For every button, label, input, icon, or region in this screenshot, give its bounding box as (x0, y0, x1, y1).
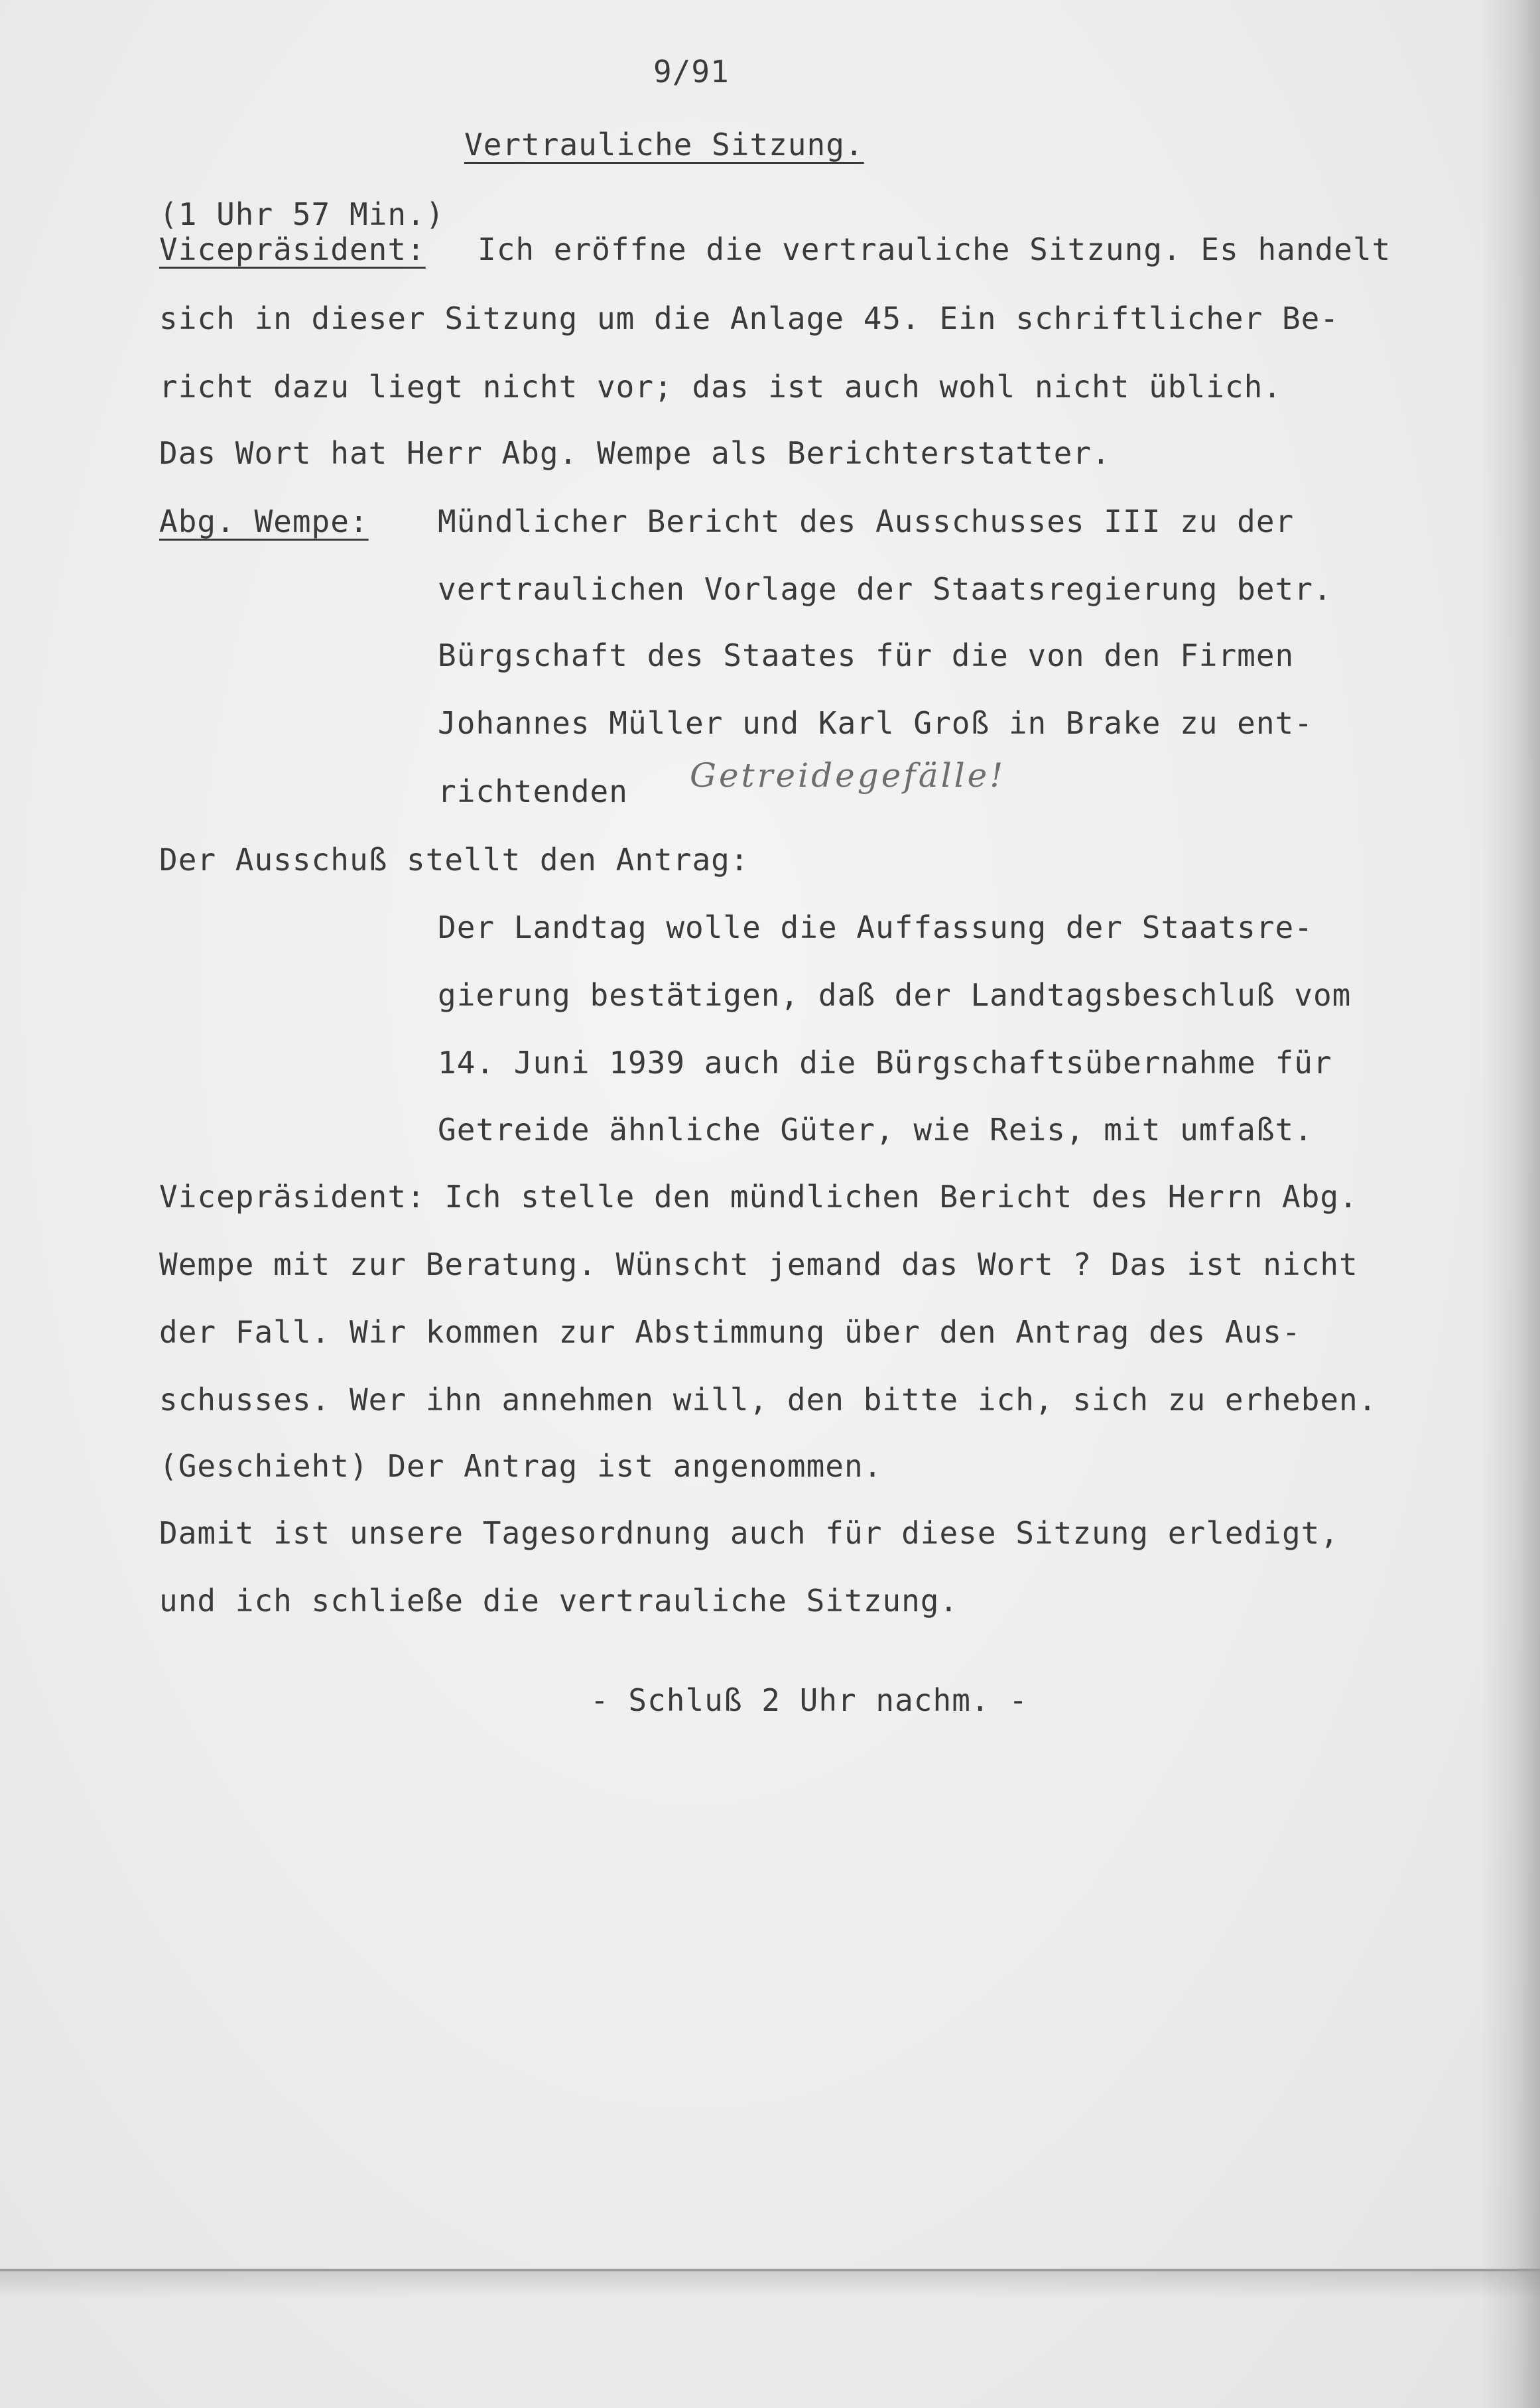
page-number: 9/91 (653, 54, 730, 90)
motion-line: Der Landtag wolle die Auffassung der Staatsre- (438, 909, 1313, 945)
handwritten-insertion: Getreidegefälle! (690, 756, 1006, 795)
report-line: Bürgschaft des Staates für die von den Firmen (438, 637, 1295, 673)
paragraph-line: (Geschieht) Der Antrag ist angenommen. (159, 1448, 883, 1484)
paragraph-line: Ich eröffne die vertrauliche Sitzung. Es handelt (478, 232, 1391, 267)
report-line: richtenden (438, 773, 628, 809)
motion-intro: Der Ausschuß stellt den Antrag: (159, 842, 749, 878)
speaker-vicepresident: Vicepräsident: (159, 232, 426, 267)
report-line: Mündlicher Bericht des Ausschusses III zu der (438, 503, 1295, 539)
paragraph-line: Vicepräsident: Ich stelle den mündlichen Bericht des Herrn Abg. (159, 1179, 1358, 1215)
session-heading: Vertrauliche Sitzung. (464, 127, 864, 163)
report-line: Johannes Müller und Karl Groß in Brake zu ent- (438, 705, 1313, 741)
motion-line: gierung bestätigen, daß der Landtagsbeschluß vom (438, 977, 1352, 1013)
paragraph-line: sich in dieser Sitzung um die Anlage 45. Ein schriftlicher Be- (159, 301, 1340, 336)
paragraph-line: der Fall. Wir kommen zur Abstimmung über den Antrag des Aus- (159, 1314, 1301, 1350)
paragraph-line: und ich schließe die vertrauliche Sitzung. (159, 1583, 959, 1619)
paragraph-line: richt dazu liegt nicht vor; das ist auch wohl nicht üblich. (159, 369, 1282, 405)
paragraph-line: Wempe mit zur Beratung. Wünscht jemand das Wort ? Das ist nicht (159, 1246, 1358, 1282)
motion-line: 14. Juni 1939 auch die Bürgschaftsübernahme für (438, 1045, 1332, 1081)
motion-line: Getreide ähnliche Güter, wie Reis, mit umfaßt. (438, 1112, 1313, 1148)
report-line: vertraulichen Vorlage der Staatsregierung betr. (438, 571, 1332, 607)
paragraph-line: schusses. Wer ihn annehmen will, den bitte ich, sich zu erheben. (159, 1382, 1378, 1418)
time-note: (1 Uhr 57 Min.) (159, 196, 445, 232)
paragraph-line: Damit ist unsere Tagesordnung auch für diese Sitzung erledigt, (159, 1515, 1340, 1551)
speaker-wempe: Abg. Wempe: (159, 503, 369, 539)
page-bottom-edge (0, 2269, 1540, 2298)
page-edge-shadow (1480, 0, 1540, 2408)
paragraph-line: Das Wort hat Herr Abg. Wempe als Berichterstatter. (159, 435, 1111, 471)
closing-note: - Schluß 2 Uhr nachm. - (590, 1682, 1028, 1718)
